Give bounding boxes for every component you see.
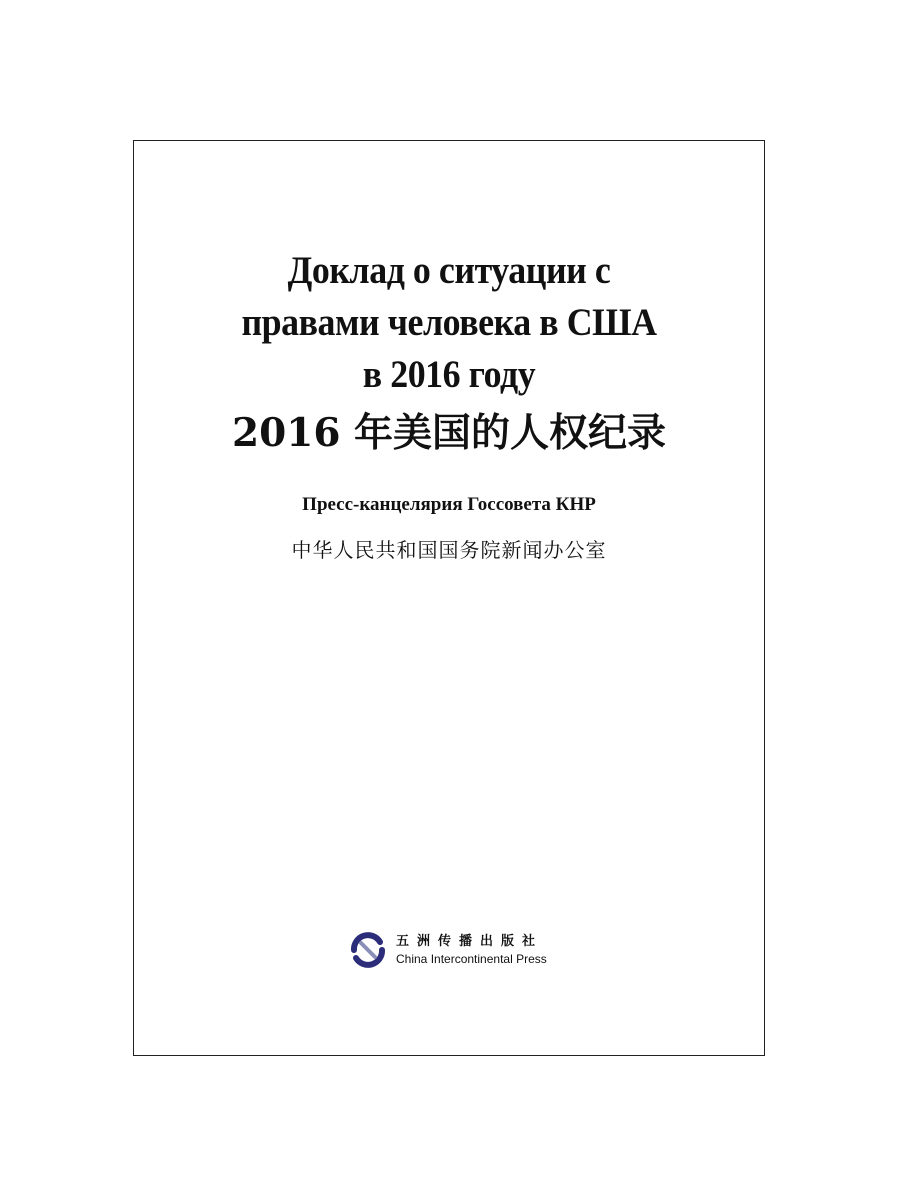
author-ru: Пресс-канцелярия Госсовета КНР: [302, 494, 596, 515]
title-block: [134, 245, 764, 459]
title-ru-line-1: Доклад о ситуации с: [287, 249, 611, 292]
title-ru-line-3: в 2016 году: [362, 353, 536, 396]
publisher-name-en: China Intercontinental Press: [396, 952, 547, 966]
publisher-logo-icon: [348, 930, 388, 970]
author-cn: 中华人民共和国国务院新闻办公室: [291, 538, 607, 562]
publisher-text: [396, 933, 547, 967]
page-frame: [133, 140, 765, 1056]
publisher-name-cn: 五洲传播出版社: [396, 934, 544, 949]
title-cn: 2016 年美国的人权纪录: [231, 410, 667, 456]
title-ru-line-2: правами человека в США: [241, 301, 657, 344]
publisher-imprint: [348, 929, 547, 971]
